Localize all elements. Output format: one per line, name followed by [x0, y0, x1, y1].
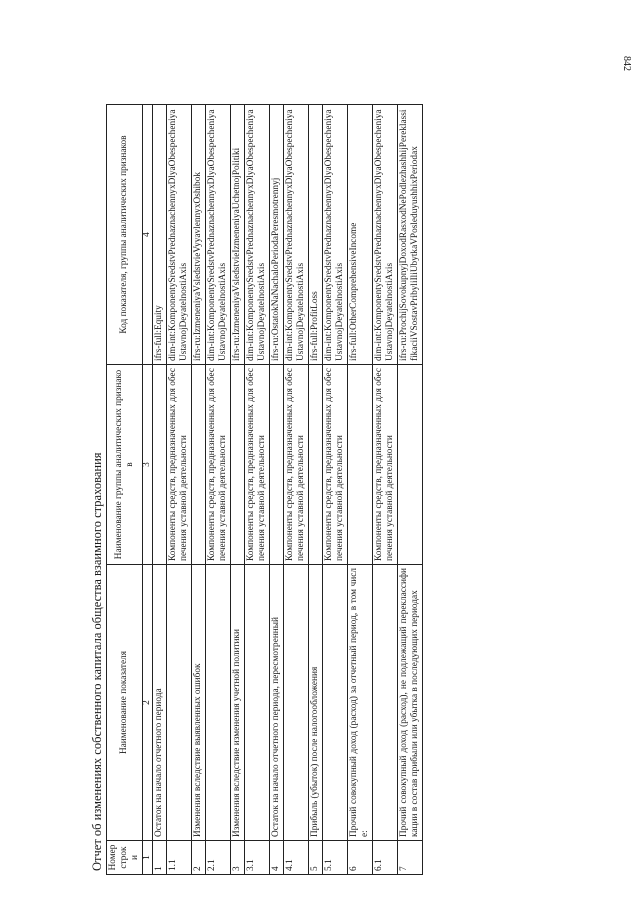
column-number: 1 [143, 841, 153, 875]
group-name [153, 365, 167, 565]
row-number: 5 [309, 841, 323, 875]
indicator-code: ifrs-full:ProfitLoss [309, 105, 323, 365]
indicator-name: Остаток на начало отчетного периода [153, 565, 167, 841]
group-name: Компоненты средств, предназначенных для обеспечения уставной деятельности [245, 365, 270, 565]
table-row [284, 105, 309, 875]
page-number: 842 [621, 56, 632, 71]
table-row [373, 105, 398, 875]
row-number: 6 [348, 841, 373, 875]
header-indicator-name: Наименование показателя [107, 565, 143, 841]
table-row [245, 105, 270, 875]
table-row [348, 105, 373, 875]
table-row [167, 105, 192, 875]
indicator-name: Изменения вследствие выявленных ошибок [192, 565, 206, 841]
row-number: 6.1 [373, 841, 398, 875]
row-number: 1.1 [167, 841, 192, 875]
row-number: 1 [153, 841, 167, 875]
row-number: 3 [231, 841, 245, 875]
indicator-name: Прочий совокупный доход (расход), не подлежащий переклассификации в состав прибыли или убытка в последующих периодах [398, 565, 423, 841]
row-number: 4.1 [284, 841, 309, 875]
table-row [231, 105, 245, 875]
table-header-row [107, 105, 143, 875]
group-name [309, 365, 323, 565]
indicators-table [106, 104, 423, 875]
indicator-code: dim-int:KomponentySredstvPrednaznachennyxDlyaObespecheniyaUstavnojDeyatelnostiAxis [167, 105, 192, 365]
group-name [192, 365, 206, 565]
group-name [348, 365, 373, 565]
indicator-name: Остаток на начало отчетного периода, пересмотренный [270, 565, 284, 841]
column-number: 4 [143, 105, 153, 365]
group-name [398, 365, 423, 565]
row-number: 4 [270, 841, 284, 875]
indicator-code: ifrs-ru:IzmeneniyaVsledstvieVyyavlennyxOshibok [192, 105, 206, 365]
indicator-code: ifrs-ru:ProchijSovokupnyjDoxodRasxodNePodlezhashhijPereklassifikaciiVSostavPribyliIliUbytkaVPosleduyushhixPeriodax [398, 105, 423, 365]
indicator-code: ifrs-ru:OstatokNaNachaloPeriodaPeresmotrennyj [270, 105, 284, 365]
indicator-code: dim-int:KomponentySredstvPrednaznachennyxDlyaObespecheniyaUstavnojDeyatelnostiAxis [284, 105, 309, 365]
indicator-code: ifrs-full:Equity [153, 105, 167, 365]
group-name: Компоненты средств, предназначенных для обеспечения уставной деятельности [284, 365, 309, 565]
indicator-code: dim-int:KomponentySredstvPrednaznachennyxDlyaObespecheniyaUstavnojDeyatelnostiAxis [373, 105, 398, 365]
document-page-rotated [90, 75, 423, 875]
table-row [206, 105, 231, 875]
document-title: Отчет об изменениях собственного капитала общества взаимного страхования [90, 452, 104, 871]
group-name [231, 365, 245, 565]
table-row [323, 105, 348, 875]
indicator-name [323, 565, 348, 841]
indicator-name: Прибыль (убыток) после налогообложения [309, 565, 323, 841]
indicator-name [373, 565, 398, 841]
indicator-name: Изменения вследствие изменения учетной политики [231, 565, 245, 841]
indicator-name [284, 565, 309, 841]
row-number: 2.1 [206, 841, 231, 875]
table-row [270, 105, 284, 875]
indicator-code: ifrs-ru:IzmeneniyaVsledstvieIzmeneniyaUchetnojPolitiki [231, 105, 245, 365]
row-number: 3.1 [245, 841, 270, 875]
group-name: Компоненты средств, предназначенных для обеспечения уставной деятельности [206, 365, 231, 565]
table-row [192, 105, 206, 875]
column-number: 3 [143, 365, 153, 565]
indicator-name [167, 565, 192, 841]
row-number: 2 [192, 841, 206, 875]
indicator-code: dim-int:KomponentySredstvPrednaznachennyxDlyaObespecheniyaUstavnojDeyatelnostiAxis [245, 105, 270, 365]
indicator-name [206, 565, 231, 841]
header-group-name: Наименование группы аналитических признаков [107, 365, 143, 565]
group-name: Компоненты средств, предназначенных для обеспечения уставной деятельности [373, 365, 398, 565]
indicator-name: Прочий совокупный доход (расход) за отчетный период, в том числе: [348, 565, 373, 841]
group-name: Компоненты средств, предназначенных для обеспечения уставной деятельности [167, 365, 192, 565]
indicator-name [245, 565, 270, 841]
table-row [309, 105, 323, 875]
row-number: 7 [398, 841, 423, 875]
group-name [270, 365, 284, 565]
column-number-row [143, 105, 153, 875]
header-row-number: Номер строки [107, 841, 143, 875]
header-code: Код показателя, группы аналитических признаков [107, 105, 143, 365]
indicator-code: dim-int:KomponentySredstvPrednaznachennyxDlyaObespecheniyaUstavnojDeyatelnostiAxis [206, 105, 231, 365]
row-number: 5.1 [323, 841, 348, 875]
indicator-code: ifrs-full:OtherComprehensiveIncome [348, 105, 373, 365]
table-row [398, 105, 423, 875]
indicator-code: dim-int:KomponentySredstvPrednaznachennyxDlyaObespecheniyaUstavnojDeyatelnostiAxis [323, 105, 348, 365]
table-row [153, 105, 167, 875]
group-name: Компоненты средств, предназначенных для обеспечения уставной деятельности [323, 365, 348, 565]
column-number: 2 [143, 565, 153, 841]
